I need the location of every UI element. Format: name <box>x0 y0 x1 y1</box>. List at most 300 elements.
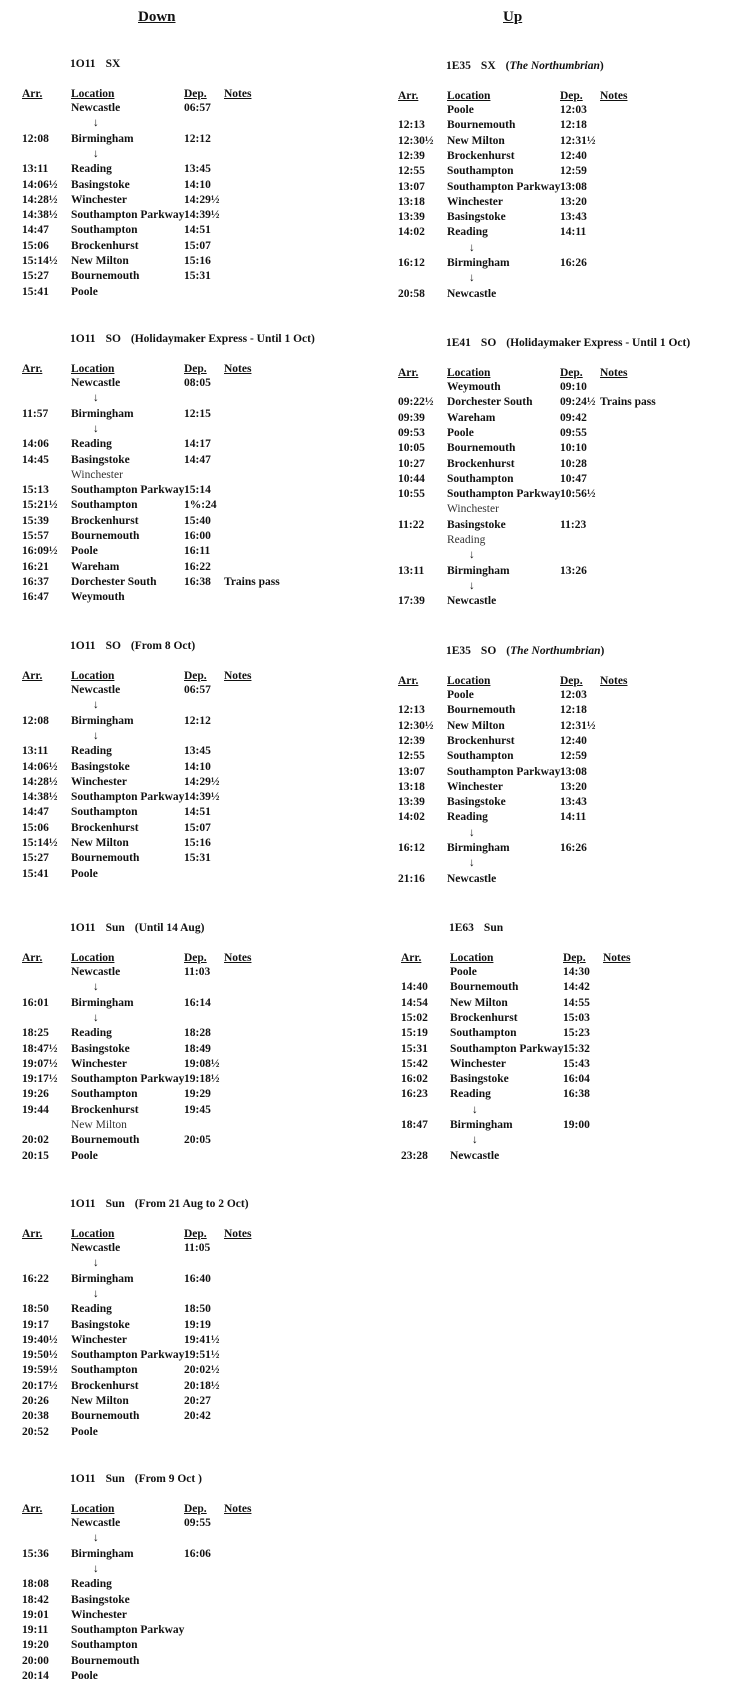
departure-time: 16:26 <box>560 257 587 269</box>
departure-time: 18:50 <box>184 1303 211 1316</box>
down-arrow-icon: ↓ <box>469 549 475 562</box>
location-name: Birmingham <box>71 1272 134 1285</box>
departure-time: 14:11 <box>560 811 587 824</box>
timetable-row <box>22 821 342 836</box>
departure-time: 10:28 <box>560 457 587 470</box>
departure-time: 14:39½ <box>184 791 220 804</box>
column-header-dep: Dep. <box>184 670 207 682</box>
timetable-title <box>70 1473 202 1485</box>
timetable-row <box>22 1302 342 1317</box>
departure-time: 14:30 <box>563 966 590 978</box>
arrival-time: 13:07 <box>398 180 425 193</box>
timetable-row <box>22 1363 342 1378</box>
timetable-row <box>22 254 342 269</box>
arrival-time: 15:06 <box>22 821 49 834</box>
arrival-time: 12:08 <box>22 132 49 145</box>
down-arrow-icon: ↓ <box>469 579 475 592</box>
departure-time: 14:51 <box>184 806 211 819</box>
location-name: Birmingham <box>450 1119 513 1131</box>
down-column-heading: Down <box>138 9 176 25</box>
location-name: Newcastle <box>71 1517 121 1529</box>
arrival-time: 20:14 <box>22 1670 49 1682</box>
column-header-notes: Notes <box>600 90 628 102</box>
train-qualifier: (From 8 Oct) <box>130 640 196 652</box>
arrival-time: 12:39 <box>398 734 425 747</box>
timetable-row <box>398 134 718 149</box>
timetable-row <box>22 1118 342 1133</box>
running-days: Sun <box>483 922 504 934</box>
timetable-row <box>401 1118 721 1133</box>
location-name: Poole <box>71 867 98 880</box>
arrival-time: 12:55 <box>398 165 425 178</box>
arrival-time: 16:09½ <box>22 545 58 558</box>
location-name: Dorchester South <box>71 575 157 588</box>
down-arrow-icon: ↓ <box>93 422 99 435</box>
train-qualifier: (From 9 Oct ) <box>134 1473 202 1485</box>
arrival-time: 14:38½ <box>22 791 58 804</box>
down-arrow-icon: ↓ <box>93 699 99 712</box>
location-name: Basingstoke <box>71 1593 130 1606</box>
timetable-row <box>22 1042 342 1057</box>
timetable-row <box>22 1425 342 1440</box>
train-designation: 1E41 <box>446 337 471 349</box>
location-name: Birmingham <box>447 564 510 577</box>
location-name: Newcastle <box>450 1149 500 1162</box>
departure-time: 15:16 <box>184 255 211 267</box>
location-name: Southampton Parkway <box>71 484 185 497</box>
location-name: Poole <box>71 1425 98 1438</box>
arrival-time: 18:42 <box>22 1593 49 1606</box>
timetable-row <box>398 210 718 225</box>
location-name: Winchester <box>447 780 504 793</box>
up-column-heading: Up <box>503 9 523 25</box>
departure-time: 12:03 <box>560 689 587 701</box>
location-name: Brockenhurst <box>71 514 139 527</box>
direction-arrow-row <box>22 147 342 162</box>
departure-time: 11:03 <box>184 966 211 978</box>
location-name: Poole <box>450 966 477 978</box>
down-arrow-icon: ↓ <box>93 981 99 994</box>
location-name: Basingstoke <box>71 1318 130 1331</box>
timetable-row <box>398 502 718 517</box>
location-name: Bournemouth <box>71 270 140 283</box>
location-name: Basingstoke <box>447 211 506 224</box>
location-name: Bournemouth <box>71 852 140 865</box>
train-qualifier: (Holidaymaker Express - Until 1 Oct) <box>506 337 691 349</box>
column-header-dep: Dep. <box>560 367 583 379</box>
down-arrow-icon: ↓ <box>93 729 99 742</box>
arrival-time: 15:27 <box>22 270 49 283</box>
column-header-notes: Notes <box>600 675 628 687</box>
timetable-title <box>446 337 690 349</box>
arrival-time: 10:44 <box>398 472 425 485</box>
arrival-time: 13:11 <box>22 745 49 758</box>
timetable-row <box>22 101 342 116</box>
departure-time: 16:26 <box>560 842 587 854</box>
column-header-dep: Dep. <box>184 88 207 100</box>
timetable-row <box>398 795 718 810</box>
timetable-row <box>401 980 721 995</box>
timetable-row <box>401 1057 721 1072</box>
departure-time: 16:22 <box>184 560 211 573</box>
arrival-time: 10:55 <box>398 488 425 501</box>
departure-time: 12:31½ <box>560 134 596 147</box>
departure-time: 19:08½ <box>184 1057 220 1070</box>
location-name: New Milton <box>447 719 505 732</box>
arrival-time: 14:02 <box>398 811 425 824</box>
arrival-time: 12:13 <box>398 704 425 717</box>
running-days: SX <box>480 60 496 72</box>
arrival-time: 20:02 <box>22 1134 49 1147</box>
arrival-time: 14:47 <box>22 806 49 819</box>
departure-time: 13:45 <box>184 163 211 176</box>
location-name: Newcastle <box>71 684 121 696</box>
column-header-arr: Arr. <box>398 675 419 687</box>
departure-time: 15:23 <box>563 1027 590 1040</box>
departure-time: 19:51½ <box>184 1349 220 1362</box>
location-name: Brockenhurst <box>447 457 515 470</box>
column-header-location: Location <box>71 1503 115 1515</box>
departure-time: 14:42 <box>563 981 590 994</box>
timetable-row <box>22 1638 342 1653</box>
direction-arrow-row <box>22 1562 342 1577</box>
departure-time: 1%:24 <box>184 499 217 512</box>
timetable-row <box>22 575 342 590</box>
location-name: Reading <box>71 745 112 758</box>
arrival-time: 15:57 <box>22 530 49 542</box>
arrival-time: 10:27 <box>398 457 425 470</box>
column-header-arr: Arr. <box>398 367 419 379</box>
departure-time: 09:55 <box>560 426 587 439</box>
timetable-title <box>446 645 604 657</box>
column-header-arr: Arr. <box>22 363 43 375</box>
arrival-time: 20:17½ <box>22 1379 58 1392</box>
arrival-time: 16:21 <box>22 560 49 573</box>
location-name: Birmingham <box>71 407 134 420</box>
timetable-row <box>22 1026 342 1041</box>
location-name: Reading <box>447 226 488 239</box>
departure-time: 15:16 <box>184 837 211 849</box>
location-name: Newcastle <box>447 872 497 885</box>
timetable-row <box>398 180 718 195</box>
timetable-row <box>398 719 718 734</box>
timetable-row <box>22 437 342 452</box>
timetable-row <box>398 149 718 164</box>
timetable-row <box>22 468 342 483</box>
timetable-row <box>398 703 718 718</box>
departure-time: 13:20 <box>560 195 587 208</box>
column-header-notes: Notes <box>603 952 631 964</box>
location-name: Basingstoke <box>447 796 506 809</box>
location-name: Poole <box>71 545 98 558</box>
timetable-row <box>22 239 342 254</box>
departure-time: 13:43 <box>560 211 587 224</box>
departure-time: 20:42 <box>184 1410 211 1423</box>
column-header-arr: Arr. <box>401 952 422 964</box>
arrival-time: 14:02 <box>398 226 425 239</box>
arrival-time: 12:55 <box>398 750 425 763</box>
train-designation: 1E63 <box>449 922 474 934</box>
timetable-row <box>22 162 342 177</box>
departure-time: 12:59 <box>560 165 587 178</box>
timetable-row <box>22 407 342 422</box>
arrival-time: 15:06 <box>22 239 49 252</box>
location-name: Bournemouth <box>447 704 516 717</box>
timetable-row <box>22 1057 342 1072</box>
row-notes: Trains pass <box>224 575 280 588</box>
location-name: Winchester <box>450 1057 507 1070</box>
departure-time: 14:39½ <box>184 209 220 222</box>
column-header-dep: Dep. <box>560 90 583 102</box>
down-arrow-icon: ↓ <box>469 826 475 839</box>
location-name: Southampton <box>71 1364 138 1377</box>
train-designation: 1O11 <box>70 640 96 652</box>
location-name: Weymouth <box>447 381 501 393</box>
direction-arrow-row <box>22 698 342 713</box>
arrival-time: 19:40½ <box>22 1333 58 1346</box>
location-name: Southampton <box>447 472 514 485</box>
location-name: Newcastle <box>71 377 121 389</box>
column-header-location: Location <box>71 952 115 964</box>
arrival-time: 18:50 <box>22 1303 49 1316</box>
timetable-row <box>398 411 718 426</box>
arrival-time: 12:39 <box>398 149 425 162</box>
timetable-row <box>398 841 718 856</box>
timetable-title <box>449 922 513 934</box>
arrival-time: 16:12 <box>398 257 425 269</box>
train-designation: 1O11 <box>70 1198 96 1210</box>
timetable-row <box>22 714 342 729</box>
timetable-row <box>22 1409 342 1424</box>
timetable-title <box>70 922 204 934</box>
departure-time: 14:47 <box>184 453 211 466</box>
timetable-title <box>70 640 195 652</box>
timetable-row <box>22 498 342 513</box>
timetable-row <box>398 256 718 271</box>
train-qualifier: (Holidaymaker Express - Until 1 Oct) <box>130 333 315 345</box>
arrival-time: 16:22 <box>22 1272 49 1285</box>
arrival-time: 14:28½ <box>22 775 58 788</box>
timetable-row <box>22 1516 342 1531</box>
arrival-time: 18:25 <box>22 1027 49 1040</box>
location-name: Weymouth <box>71 591 125 604</box>
arrival-time: 20:38 <box>22 1410 49 1423</box>
departure-time: 12:03 <box>560 104 587 116</box>
location-name: Reading <box>71 1303 112 1316</box>
departure-time: 16:11 <box>184 545 211 558</box>
location-name: Brockenhurst <box>71 821 139 834</box>
timetable-title <box>70 1198 249 1210</box>
timetable-row <box>22 529 342 544</box>
direction-arrow-row <box>22 422 342 437</box>
timetable-row <box>398 195 718 210</box>
timetable-row <box>22 1669 342 1684</box>
timetable-row <box>398 118 718 133</box>
departure-time: 19:19 <box>184 1318 211 1331</box>
location-name: Bournemouth <box>447 119 516 132</box>
column-header-dep: Dep. <box>563 952 586 964</box>
location-name: Newcastle <box>71 966 121 978</box>
departure-time: 20:18½ <box>184 1379 220 1392</box>
location-name: Brockenhurst <box>447 734 515 747</box>
direction-arrow-row <box>22 1256 342 1271</box>
down-arrow-icon: ↓ <box>93 117 99 130</box>
down-arrow-icon: ↓ <box>93 1287 99 1300</box>
timetable-row <box>398 225 718 240</box>
arrival-time: 19:17½ <box>22 1073 58 1086</box>
location-name: Poole <box>447 689 474 701</box>
direction-arrow-row <box>22 391 342 406</box>
direction-arrow-row <box>22 980 342 995</box>
timetable-row <box>22 760 342 775</box>
location-name: Winchester <box>71 1333 128 1346</box>
departure-time: 15:31 <box>184 270 211 283</box>
timetable-row <box>22 1272 342 1287</box>
timetable-row <box>22 1333 342 1348</box>
arrival-time: 16:01 <box>22 996 49 1009</box>
train-designation: 1O11 <box>70 58 96 70</box>
departure-time: 19:18½ <box>184 1073 220 1086</box>
timetable-row <box>22 1577 342 1592</box>
departure-time: 10:47 <box>560 472 587 485</box>
departure-time: 19:45 <box>184 1103 211 1116</box>
arrival-time: 15:39 <box>22 514 49 527</box>
direction-arrow-row <box>22 116 342 131</box>
timetable-row <box>22 178 342 193</box>
departure-time: 11:23 <box>560 518 587 531</box>
direction-arrow-row <box>398 271 718 286</box>
departure-time: 14:55 <box>563 996 590 1009</box>
arrival-time: 19:59½ <box>22 1364 58 1377</box>
arrival-time: 13:18 <box>398 780 425 793</box>
arrival-time: 15:14½ <box>22 837 58 849</box>
running-days: Sun <box>105 922 125 934</box>
departure-time: 06:57 <box>184 102 211 114</box>
timetable-title <box>70 333 315 345</box>
location-name: Basingstoke <box>450 1073 509 1086</box>
column-header-arr: Arr. <box>22 952 43 964</box>
departure-time: 12:40 <box>560 734 587 747</box>
location-name: New Milton <box>71 1395 129 1407</box>
down-arrow-icon: ↓ <box>93 1532 99 1545</box>
departure-time: 16:14 <box>184 996 211 1009</box>
timetable-row <box>398 564 718 579</box>
location-name: Poole <box>71 1149 98 1162</box>
location-name: Southampton <box>71 224 138 237</box>
running-days: Sun <box>105 1198 125 1210</box>
arrival-time: 15:31 <box>401 1042 428 1055</box>
departure-time: 13:26 <box>560 564 587 577</box>
location-name: Reading <box>71 1027 112 1040</box>
location-name: Winchester <box>71 468 123 481</box>
departure-time: 19:00 <box>563 1119 590 1131</box>
timetable-row <box>22 1087 342 1102</box>
timetable-row <box>22 223 342 238</box>
running-days: SO <box>480 337 497 349</box>
location-name: New Milton <box>450 996 508 1009</box>
location-name: Southampton Parkway <box>450 1042 564 1055</box>
departure-time: 16:38 <box>184 575 211 588</box>
departure-time: 19:29 <box>184 1088 211 1101</box>
location-name: New Milton <box>71 1119 127 1131</box>
running-days: SO <box>105 640 121 652</box>
departure-time: 14:29½ <box>184 193 220 206</box>
timetable-row <box>22 683 342 698</box>
location-name: Reading <box>71 1578 112 1591</box>
timetable-row <box>398 872 718 887</box>
departure-time: 20:05 <box>184 1134 211 1147</box>
location-name: Poole <box>71 285 98 298</box>
timetable-row <box>22 544 342 559</box>
location-name: Winchester <box>71 193 128 206</box>
column-header-arr: Arr. <box>22 88 43 100</box>
train-qualifier: (Until 14 Aug) <box>134 922 205 934</box>
departure-time: 12:12 <box>184 132 211 145</box>
down-arrow-icon: ↓ <box>469 272 475 285</box>
running-days: SO <box>105 333 121 345</box>
arrival-time: 12:30½ <box>398 134 434 147</box>
timetable-row <box>22 560 342 575</box>
column-header-arr: Arr. <box>22 1503 43 1515</box>
arrival-time: 13:11 <box>398 564 425 577</box>
arrival-time: 13:11 <box>22 163 49 176</box>
timetable-row <box>398 380 718 395</box>
column-header-location: Location <box>447 90 491 102</box>
arrival-time: 15:19 <box>401 1027 428 1040</box>
arrival-time: 09:53 <box>398 426 425 439</box>
arrival-time: 16:12 <box>398 842 425 854</box>
location-name: Basingstoke <box>71 453 130 466</box>
timetable-row <box>401 1042 721 1057</box>
train-designation: 1O11 <box>70 922 96 934</box>
departure-time: 06:57 <box>184 684 211 696</box>
arrival-time: 14:28½ <box>22 193 58 206</box>
departure-time: 20:02½ <box>184 1364 220 1377</box>
down-arrow-icon: ↓ <box>472 1103 478 1116</box>
departure-time: 12:31½ <box>560 719 596 732</box>
departure-time: 16:04 <box>563 1073 590 1086</box>
departure-time: 15:40 <box>184 514 211 527</box>
arrival-time: 18:08 <box>22 1578 49 1591</box>
departure-time: 10:10 <box>560 442 587 455</box>
timetable-row <box>398 810 718 825</box>
location-name: Poole <box>71 1670 98 1682</box>
running-days: Sun <box>105 1473 125 1485</box>
timetable-row <box>398 780 718 795</box>
arrival-time: 14:06½ <box>22 178 58 191</box>
arrival-time: 12:13 <box>398 119 425 132</box>
arrival-time: 15:27 <box>22 852 49 865</box>
timetable-row <box>22 1608 342 1623</box>
departure-time: 16:38 <box>563 1088 590 1101</box>
departure-time: 09:24½ <box>560 396 596 409</box>
departure-time: 14:11 <box>560 226 587 239</box>
down-arrow-icon: ↓ <box>93 147 99 160</box>
down-arrow-icon: ↓ <box>93 1011 99 1024</box>
arrival-time: 19:20 <box>22 1639 49 1652</box>
location-name: Bournemouth <box>450 981 519 994</box>
arrival-time: 20:00 <box>22 1654 49 1667</box>
location-name: Southampton Parkway <box>447 765 561 778</box>
timetable-row <box>398 518 718 533</box>
timetable-row <box>398 749 718 764</box>
departure-time: 09:42 <box>560 411 587 424</box>
arrival-time: 19:50½ <box>22 1349 58 1362</box>
direction-arrow-row <box>22 1287 342 1302</box>
arrival-time: 16:47 <box>22 591 49 604</box>
location-name: Southampton Parkway <box>447 180 561 193</box>
location-name: Dorchester South <box>447 396 533 409</box>
